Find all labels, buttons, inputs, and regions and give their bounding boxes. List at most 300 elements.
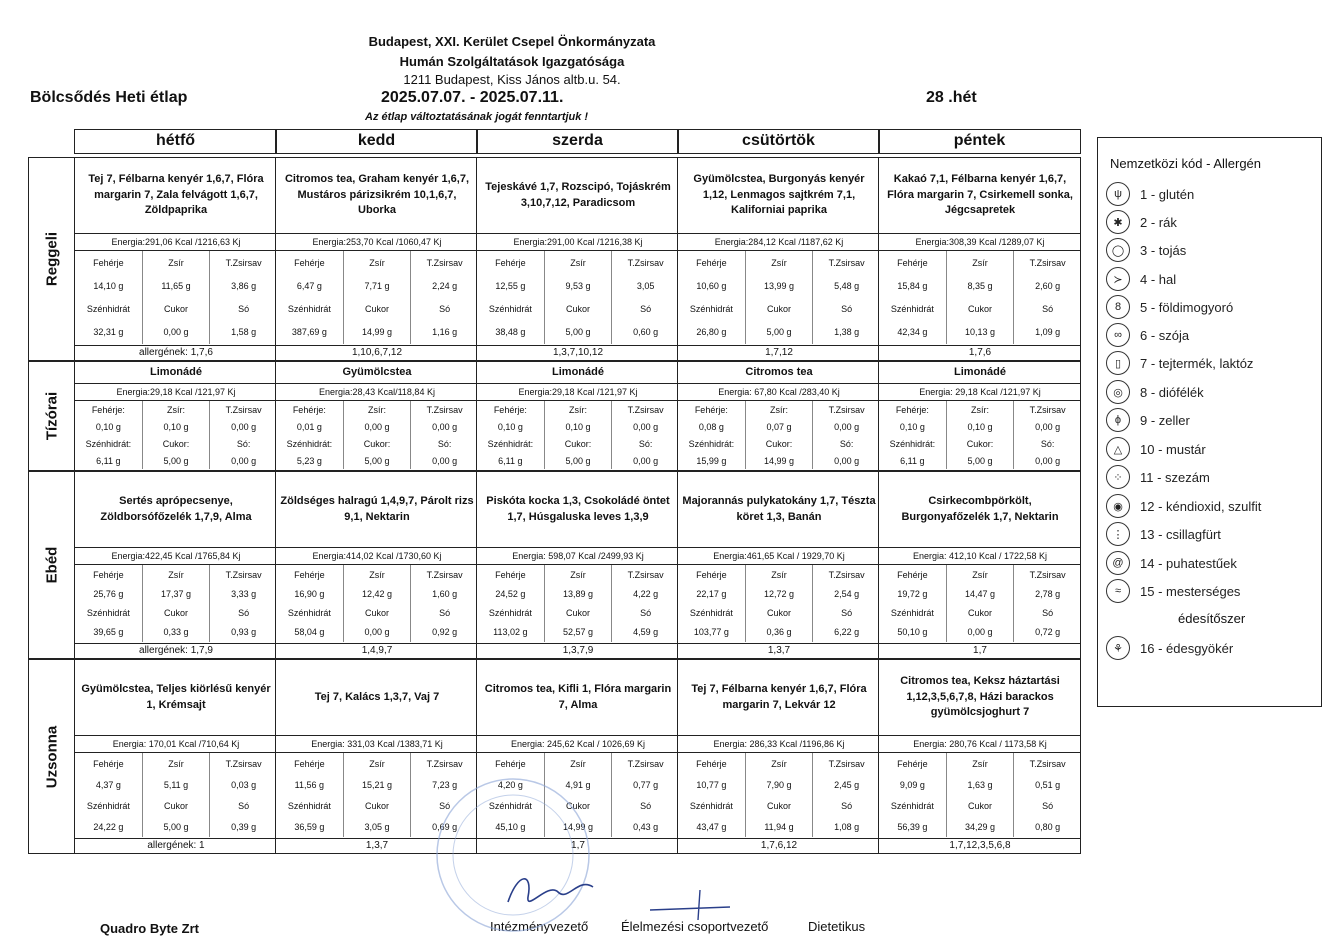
nutrient-label-row: [477, 604, 679, 623]
nutrient-label: T.Zsirsav: [828, 569, 865, 580]
nutrient-value-row: [678, 418, 880, 435]
nutrient-value: 6,11 g: [477, 452, 545, 469]
nutrient-label: Cukor: [947, 795, 1015, 816]
section-label-text: Reggeli: [43, 231, 60, 287]
nutrient-label: Só: [640, 800, 652, 811]
menu-text: Citromos tea, Kifli 1, Flóra margarin 7, Alma: [477, 660, 679, 736]
nutrient-label-row: [879, 251, 1081, 274]
nutrient-label: Cukor:: [143, 435, 211, 452]
energy-value: Energia:28,43 Kcal/118,84 Kj: [276, 384, 478, 401]
nutrient-table: [477, 565, 679, 642]
allergen-codes: allergének: 1: [75, 838, 277, 853]
licorice-icon: ⚘: [1106, 636, 1130, 660]
nutrient-label: Szénhidrát:: [678, 435, 746, 452]
nutrient-label: Fehérje:: [276, 401, 344, 418]
nutrient-value: 17,37 g: [143, 584, 211, 603]
section-reggeli: [28, 157, 1081, 361]
legend-item: [1106, 465, 1210, 489]
footer-role-director: Intézményvezető: [490, 919, 589, 934]
nutrient-value: 25,76 g: [75, 584, 143, 603]
nutrient-value: 0,69 g: [432, 821, 458, 832]
nutrient-label-row: [276, 753, 478, 774]
nutrient-label-row: [75, 401, 277, 418]
legend-item-label: 2 - rák: [1140, 214, 1177, 230]
nutrient-label: Zsír:: [746, 401, 814, 418]
nutrient-value: 5,00 g: [947, 452, 1015, 469]
nutrient-value: 12,42 g: [344, 584, 412, 603]
section-label-text: Uzsonna: [43, 725, 60, 788]
nutrient-label: Cukor: [143, 298, 211, 321]
nutrient-value-row: [879, 623, 1081, 642]
nutrient-value: 50,10 g: [879, 623, 947, 642]
nutrient-value: 0,00 g: [1035, 455, 1061, 466]
nutrient-value: 0,80 g: [1035, 821, 1061, 832]
page-title: Bölcsődés Heti étlap: [30, 89, 188, 106]
nutrient-value: 6,47 g: [276, 274, 344, 297]
nutrient-value: 0,33 g: [143, 623, 211, 642]
nutrient-label: T.Zsirsav: [426, 758, 463, 769]
nutrient-value-row: [75, 452, 277, 469]
nutrient-value: 5,00 g: [545, 321, 613, 344]
legend-item-label: 11 - szezám: [1140, 469, 1210, 485]
nutrient-value: 7,90 g: [746, 774, 814, 795]
nutrient-label: Fehérje: [75, 753, 143, 774]
nutrient-value: 0,10 g: [75, 418, 143, 435]
nutrient-value: 6,11 g: [879, 452, 947, 469]
legend-continuation: édesítőszer: [1178, 611, 1246, 626]
nutrient-value: 0,00 g: [143, 321, 211, 344]
footer-company: Quadro Byte Zrt: [100, 921, 199, 936]
peanut-icon: 8: [1106, 295, 1130, 319]
day-cell: [677, 158, 880, 360]
nutrient-table: [879, 251, 1081, 344]
day-cell: [878, 472, 1081, 658]
legend-item: [1106, 267, 1176, 291]
day-cell: [275, 472, 478, 658]
nutrient-label-row: [477, 251, 679, 274]
nutrient-label: Szénhidrát: [75, 795, 143, 816]
nutrient-label: Só: [640, 608, 652, 619]
day-cell: [476, 362, 679, 470]
nutrient-label: Szénhidrát: [75, 604, 143, 623]
energy-value: Energia:461,65 Kcal / 1929,70 Kj: [678, 548, 880, 565]
nutrient-value-row: [75, 774, 277, 795]
nutrient-value-row: [477, 274, 679, 297]
energy-value: Energia: 598,07 Kcal /2499,93 Kj: [477, 548, 679, 565]
allergen-codes: 1,7,12: [678, 345, 880, 360]
allergen-codes: 1,4,9,7: [276, 643, 478, 658]
nutrient-table: [678, 753, 880, 837]
nutrient-label: Só: [439, 800, 451, 811]
nutrient-label-row: [75, 251, 277, 274]
nutrient-value: 58,04 g: [276, 623, 344, 642]
nutrient-value: 11,56 g: [276, 774, 344, 795]
nutrient-value: 5,11 g: [143, 774, 211, 795]
nutrient-value: 14,10 g: [75, 274, 143, 297]
nutrient-label: Fehérje: [477, 251, 545, 274]
nutrient-label-row: [75, 298, 277, 321]
menu-text: Kakaó 7,1, Félbarna kenyér 1,6,7, Flóra margarin 7, Csirkemell sonka, Jégcsapretek: [879, 158, 1081, 234]
nutrient-label-row: [477, 298, 679, 321]
nutrient-value: 12,55 g: [477, 274, 545, 297]
nutrient-label: Só: [238, 304, 250, 315]
day-cell: [878, 362, 1081, 470]
energy-value: Energia: 331,03 Kcal /1383,71 Kj: [276, 736, 478, 753]
legend-item-label: 15 - mesterséges: [1140, 583, 1241, 599]
nutrient-label: Só: [1042, 800, 1054, 811]
nutrient-value: 0,92 g: [432, 627, 458, 638]
fish-icon: ≻: [1106, 267, 1130, 291]
nutrient-label: T.Zsirsav: [1029, 569, 1066, 580]
nutrient-value: 0,60 g: [633, 327, 659, 338]
nutrient-label-row: [879, 298, 1081, 321]
nutrient-value: 3,05: [636, 280, 655, 291]
nutrient-label: Szénhidrát: [276, 604, 344, 623]
allergen-codes: 1,7: [879, 643, 1081, 658]
nutrient-value: 9,53 g: [545, 274, 613, 297]
nutrient-label: Szénhidrát: [276, 298, 344, 321]
nutrient-value: 13,99 g: [746, 274, 814, 297]
nutrient-label: Szénhidrát:: [477, 435, 545, 452]
menu-text: Piskóta kocka 1,3, Csokoládé öntet 1,7, Húsgaluska leves 1,3,9: [477, 472, 679, 548]
nutrient-label: Szénhidrát: [75, 298, 143, 321]
nutrient-label: Zsír:: [947, 401, 1015, 418]
nutrient-label: T.Zsirsav: [828, 758, 865, 769]
nutrient-label: Cukor: [746, 298, 814, 321]
legend-item: [1106, 636, 1233, 660]
nutrient-value: 0,00 g: [947, 623, 1015, 642]
legend-item-label: 13 - csillagfürt: [1140, 526, 1221, 542]
nutrient-label: Só: [640, 304, 652, 315]
nutrient-label: Fehérje: [75, 565, 143, 584]
nutrient-value: 0,00 g: [231, 455, 257, 466]
nutrient-label-row: [879, 435, 1081, 452]
nutrient-label: Cukor:: [344, 435, 412, 452]
nutrient-value: 16,90 g: [276, 584, 344, 603]
nutrient-value: 7,71 g: [344, 274, 412, 297]
nutrient-label: Fehérje: [75, 251, 143, 274]
nutrient-value: 3,33 g: [231, 588, 257, 599]
energy-value: Energia:253,70 Kcal /1060,47 Kj: [276, 234, 478, 251]
nutrient-label: Szénhidrát:: [276, 435, 344, 452]
nutrient-value-row: [75, 274, 277, 297]
section-label: [29, 660, 75, 853]
nutrient-value: 5,23 g: [276, 452, 344, 469]
day-title-kedd: kedd: [275, 129, 478, 154]
nutrient-value-row: [75, 418, 277, 435]
nutrient-value: 0,39 g: [231, 821, 257, 832]
legend-title: Nemzetközi kód - Allergén: [1110, 156, 1262, 171]
nutrient-label-row: [678, 435, 880, 452]
nutrient-label-row: [678, 565, 880, 584]
legend-item-label: 1 - glutén: [1140, 186, 1195, 202]
nutrient-value: 19,72 g: [879, 584, 947, 603]
nutrient-table: [879, 401, 1081, 469]
nutrient-value: 0,07 g: [746, 418, 814, 435]
menu-text: Sertés aprópecsenye, Zöldborsófőzelék 1,7,9, Alma: [75, 472, 277, 548]
nutrient-label: Fehérje: [879, 753, 947, 774]
section-label-text: Tízórai: [43, 391, 60, 441]
nutrient-label-row: [879, 753, 1081, 774]
nutrient-label: Só: [1042, 304, 1054, 315]
nutrient-label-row: [276, 251, 478, 274]
nutrient-value: 1,63 g: [947, 774, 1015, 795]
nutrient-label: Só: [841, 800, 853, 811]
day-cell: [878, 660, 1081, 853]
nutrient-label: Só:: [236, 438, 251, 449]
nutrient-table: [477, 401, 679, 469]
nutrient-label: Szénhidrát: [678, 298, 746, 321]
nutrient-table: [75, 251, 277, 344]
sesame-icon: ⁘: [1106, 465, 1130, 489]
nutrient-value-row: [276, 321, 478, 344]
menu-text: Tejeskávé 1,7, Rozscipó, Tojáskrém 3,10,7,12, Paradicsom: [477, 158, 679, 234]
nutrient-label: Zsír: [143, 753, 211, 774]
energy-value: Energia: 280,76 Kcal / 1173,58 Kj: [879, 736, 1081, 753]
legend-item: [1106, 323, 1189, 347]
nutrient-label: Zsír:: [545, 401, 613, 418]
nutrient-value: 14,99 g: [746, 452, 814, 469]
nutrient-label-row: [879, 401, 1081, 418]
nutrient-label: T.Zsirsav: [627, 257, 664, 268]
nutrient-table: [477, 251, 679, 344]
allergen-codes: 1,3,7,9: [477, 643, 679, 658]
nutrient-value: 6,11 g: [75, 452, 143, 469]
nutrient-label: Zsír: [746, 753, 814, 774]
day-cell: [74, 472, 277, 658]
wheat-icon: ψ: [1106, 182, 1130, 206]
nutrient-label: Zsír: [947, 565, 1015, 584]
nutrient-value: 0,36 g: [746, 623, 814, 642]
nutrient-label-row: [276, 565, 478, 584]
nutrient-value: 2,78 g: [1035, 588, 1061, 599]
nutrient-value: 39,65 g: [75, 623, 143, 642]
nutrient-value: 0,10 g: [947, 418, 1015, 435]
legend-item: [1106, 437, 1206, 461]
nutrient-value: 32,31 g: [75, 321, 143, 344]
nutrient-label: T.Zsirsav: [225, 257, 262, 268]
nutrient-value: 2,60 g: [1035, 280, 1061, 291]
nutrient-label: Zsír: [545, 753, 613, 774]
nutrient-label: Cukor:: [746, 435, 814, 452]
nutrient-value: 2,45 g: [834, 779, 860, 790]
nutrient-label: Só:: [638, 438, 653, 449]
nutrient-label: Fehérje: [276, 565, 344, 584]
nutrient-value-row: [477, 418, 679, 435]
nutrient-label: Cukor: [545, 795, 613, 816]
nutrient-label-row: [276, 401, 478, 418]
energy-value: Energia: 67,80 Kcal /283,40 Kj: [678, 384, 880, 401]
allergen-codes: 1,3,7: [276, 838, 478, 853]
legend-item-label: 7 - tejtermék, laktóz: [1140, 355, 1254, 371]
nutrient-value: 4,91 g: [545, 774, 613, 795]
nutrient-label: T.Zsirsav: [1029, 758, 1066, 769]
allergen-codes: 1,7,6: [879, 345, 1081, 360]
nutrient-label: Zsír:: [143, 401, 211, 418]
nutrient-value: 38,48 g: [477, 321, 545, 344]
energy-value: Energia:414,02 Kcal /1730,60 Kj: [276, 548, 478, 565]
allergen-codes: 1,7,12,3,5,6,8: [879, 838, 1081, 853]
section-label-text: Ebéd: [43, 546, 60, 584]
nutrient-label: T.Zsirsav: [426, 257, 463, 268]
nutrient-label: Szénhidrát: [477, 795, 545, 816]
menu-text: Tej 7, Félbarna kenyér 1,6,7, Flóra margarin 7, Zala felvágott 1,6,7, Zöldpaprika: [75, 158, 277, 234]
nutrient-value: 10,77 g: [678, 774, 746, 795]
nutrient-label: Szénhidrát: [276, 795, 344, 816]
nutrient-value: 45,10 g: [477, 816, 545, 837]
menu-text: Tej 7, Kalács 1,3,7, Vaj 7: [276, 660, 478, 736]
nutrient-label-row: [678, 251, 880, 274]
nutrient-label: Cukor: [143, 795, 211, 816]
nutrient-label: Zsír: [344, 753, 412, 774]
nutrient-label-row: [678, 795, 880, 816]
nutrient-label: Cukor: [143, 604, 211, 623]
nutrient-label: Fehérje: [276, 251, 344, 274]
energy-value: Energia: 412,10 Kcal / 1722,58 Kj: [879, 548, 1081, 565]
nutrient-label: Szénhidrát: [477, 298, 545, 321]
legend-item: [1106, 182, 1194, 206]
menu-text: Csirkecombpörkölt, Burgonyafőzelék 1,7, Nektarin: [879, 472, 1081, 548]
nutrient-label-row: [276, 604, 478, 623]
nutrient-label: Szénhidrát: [879, 604, 947, 623]
nutrient-value: 5,00 g: [143, 816, 211, 837]
org-line-1: Budapest, XXI. Kerület Csepel Önkormányzata: [368, 34, 656, 49]
nutrient-value-row: [678, 623, 880, 642]
nutrient-label: T.Zsirsav: [426, 404, 463, 415]
legend-item: [1106, 551, 1237, 575]
nutrient-label: Fehérje: [678, 565, 746, 584]
nutrient-label: Zsír: [545, 565, 613, 584]
nutrient-label: Fehérje:: [477, 401, 545, 418]
nutrient-label: Zsír: [143, 251, 211, 274]
nutrient-value-row: [276, 418, 478, 435]
nutrient-value: 0,00 g: [344, 418, 412, 435]
allergen-codes: 1,3,7: [678, 643, 880, 658]
nutrient-value: 1,38 g: [834, 327, 860, 338]
nutrient-value: 1,09 g: [1035, 327, 1061, 338]
legend-item-label: 9 - zeller: [1140, 412, 1190, 428]
nutrient-label-row: [879, 604, 1081, 623]
nutrient-value: 3,05 g: [344, 816, 412, 837]
nutrient-label: Zsír: [746, 565, 814, 584]
nutrient-value: 1,08 g: [834, 821, 860, 832]
org-address: 1211 Budapest, Kiss János altb.u. 54.: [403, 72, 621, 87]
nutrient-label: Zsír: [545, 251, 613, 274]
nutrient-value: 13,89 g: [545, 584, 613, 603]
nutrient-label: Cukor: [344, 795, 412, 816]
menu-text: Citromos tea, Keksz háztartási 1,12,3,5,6,7,8, Házi barackos gyümölcsjoghurt 7: [879, 660, 1081, 736]
nutrient-label: Cukor: [545, 298, 613, 321]
legend-item-label: 6 - szója: [1140, 327, 1190, 343]
nutrient-value-row: [276, 584, 478, 603]
nutrient-value-row: [477, 321, 679, 344]
nutrient-label: Cukor: [746, 604, 814, 623]
nutrient-value: 3,86 g: [231, 280, 257, 291]
nutrient-value: 0,93 g: [231, 627, 257, 638]
nutrient-value: 14,99 g: [545, 816, 613, 837]
allergen-codes: 1,3,7,10,12: [477, 345, 679, 360]
nutrient-value: 6,22 g: [834, 627, 860, 638]
nutrient-value: 26,80 g: [678, 321, 746, 344]
nutrient-value: 0,72 g: [1035, 627, 1061, 638]
menu-text: Majorannás pulykatokány 1,7, Tészta köret 1,3, Banán: [678, 472, 880, 548]
mollusc-icon: @: [1106, 551, 1130, 575]
nutrient-label: T.Zsirsav: [627, 758, 664, 769]
nutrient-label-row: [75, 604, 277, 623]
nutrient-value: 4,22 g: [633, 588, 659, 599]
nutrient-label-row: [879, 795, 1081, 816]
nutrient-value: 0,00 g: [1035, 421, 1061, 432]
day-cell: [275, 362, 478, 470]
nutrient-value-row: [477, 623, 679, 642]
nutrient-label: Fehérje: [477, 565, 545, 584]
nutrient-value-row: [879, 274, 1081, 297]
legend-item: [1106, 522, 1221, 546]
menu-text: Gyümölcstea: [276, 362, 478, 384]
energy-value: Energia:291,00 Kcal /1216,38 Kj: [477, 234, 679, 251]
nutrient-label: Só:: [437, 438, 452, 449]
nutrient-value-row: [276, 274, 478, 297]
nutrient-label-row: [477, 565, 679, 584]
nutrient-table: [276, 251, 478, 344]
nutrient-value-row: [477, 452, 679, 469]
nutrient-label-row: [276, 435, 478, 452]
nutrient-label: Zsír:: [344, 401, 412, 418]
nutrient-label: T.Zsirsav: [426, 569, 463, 580]
nutrient-value: 22,17 g: [678, 584, 746, 603]
nutrient-value: 0,00 g: [834, 421, 860, 432]
nutrient-label: Fehérje: [879, 565, 947, 584]
nutrient-label: T.Zsirsav: [225, 758, 262, 769]
energy-value: Energia:308,39 Kcal /1289,07 Kj: [879, 234, 1081, 251]
nutrient-value: 4,59 g: [633, 627, 659, 638]
nutrient-value: 5,00 g: [344, 452, 412, 469]
legend-item-label: 3 - tojás: [1140, 242, 1187, 258]
nutrient-label-row: [75, 795, 277, 816]
nutrient-label-row: [276, 298, 478, 321]
nutrient-value: 387,69 g: [276, 321, 344, 344]
energy-value: Energia:29,18 Kcal /121,97 Kj: [75, 384, 277, 401]
nutrient-value: 15,99 g: [678, 452, 746, 469]
nutrient-value: 43,47 g: [678, 816, 746, 837]
nutrient-value: 11,94 g: [746, 816, 814, 837]
nutrient-label: Szénhidrát:: [879, 435, 947, 452]
allergen-legend: [1097, 137, 1322, 707]
nutrient-value-row: [879, 816, 1081, 837]
day-title-szerda: szerda: [476, 129, 679, 154]
energy-value: Energia:284,12 Kcal /1187,62 Kj: [678, 234, 880, 251]
nutrient-table: [678, 251, 880, 344]
signature-catering: [640, 885, 750, 925]
nutrient-value-row: [678, 816, 880, 837]
allergen-codes: allergének: 1,7,6: [75, 345, 277, 360]
nutrient-label-row: [879, 565, 1081, 584]
nut-icon: ◎: [1106, 380, 1130, 404]
nutrient-label: Só: [238, 608, 250, 619]
nutrient-label: Fehérje: [879, 251, 947, 274]
legend-item-label: 5 - földimogyoró: [1140, 299, 1234, 315]
crab-icon: ✱: [1106, 210, 1130, 234]
nutrient-label: Cukor:: [947, 435, 1015, 452]
nutrient-label: T.Zsirsav: [627, 569, 664, 580]
energy-value: Energia: 29,18 Kcal /121,97 Kj: [879, 384, 1081, 401]
nutrient-label: Szénhidrát: [477, 604, 545, 623]
menu-text: Limonádé: [477, 362, 679, 384]
nutrient-label: Fehérje:: [879, 401, 947, 418]
nutrient-label: Fehérje:: [678, 401, 746, 418]
nutrient-value: 0,51 g: [1035, 779, 1061, 790]
nutrient-table: [276, 401, 478, 469]
